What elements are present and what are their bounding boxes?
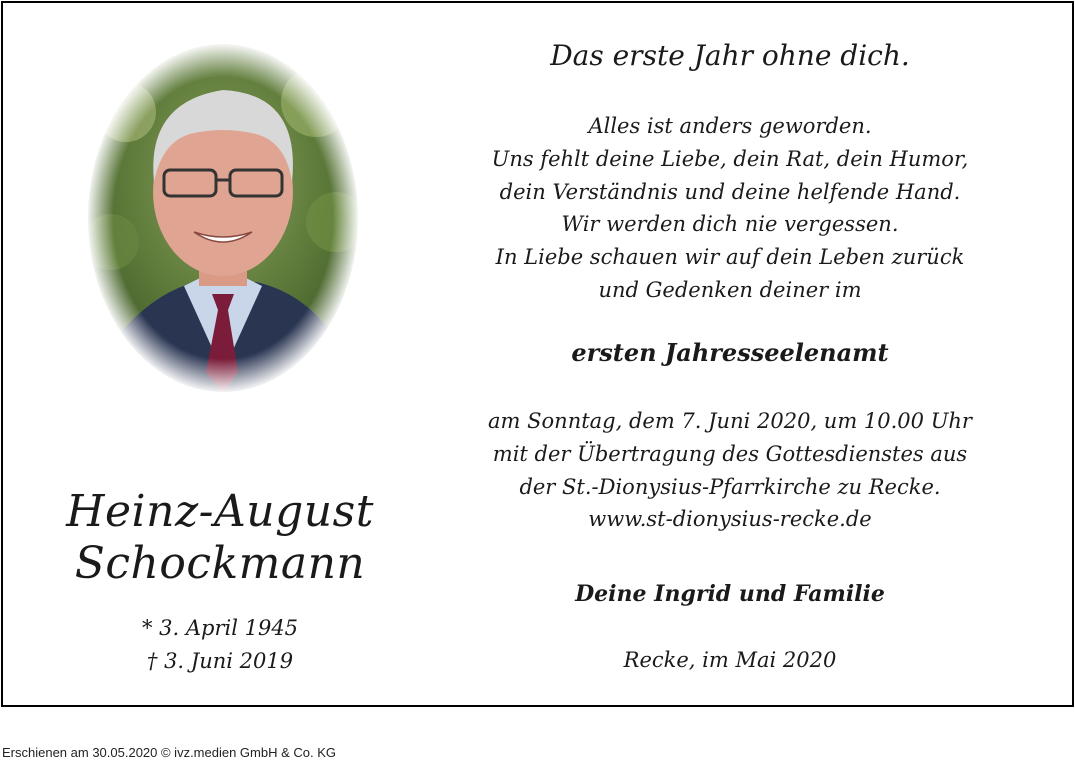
mass-title: ersten Jahresseelenamt — [571, 338, 889, 367]
service-details — [430, 405, 1030, 536]
poem-line: Wir werden dich nie vergessen. — [561, 212, 899, 237]
service-url: www.st-dionysius-recke.de — [588, 507, 872, 532]
poem-line: und Gedenken deiner im — [598, 277, 862, 302]
portrait-photo — [86, 42, 360, 394]
publication-footer: Erschienen am 30.05.2020 © ivz.medien GmbH & Co. KG — [2, 745, 337, 760]
poem-line: Uns fehlt deine Liebe, dein Rat, dein Humor, — [491, 146, 969, 171]
place-date: Recke, im Mai 2020 — [623, 648, 837, 672]
last-name: Schockmann — [74, 538, 366, 589]
poem-line: dein Verständnis und deine helfende Hand. — [499, 179, 961, 204]
death-date: † 3. Juni 2019 — [146, 649, 294, 673]
deceased-name — [20, 486, 420, 590]
poem-text — [430, 110, 1030, 307]
service-line: mit der Übertragung des Gottesdienstes aus — [492, 441, 968, 466]
service-line: der St.-Dionysius-Pfarrkirche zu Recke. — [519, 474, 941, 499]
notice-heading: Das erste Jahr ohne dich. — [550, 39, 910, 72]
first-name: Heinz-August — [66, 486, 374, 537]
life-dates — [20, 612, 420, 678]
service-line: am Sonntag, dem 7. Juni 2020, um 10.00 Uhr — [488, 409, 972, 433]
poem-line: In Liebe schauen wir auf dein Leben zurück — [495, 245, 965, 270]
birth-date: * 3. April 1945 — [141, 616, 299, 640]
signature: Deine Ingrid und Familie — [575, 581, 885, 607]
poem-line: Alles ist anders geworden. — [588, 114, 872, 138]
